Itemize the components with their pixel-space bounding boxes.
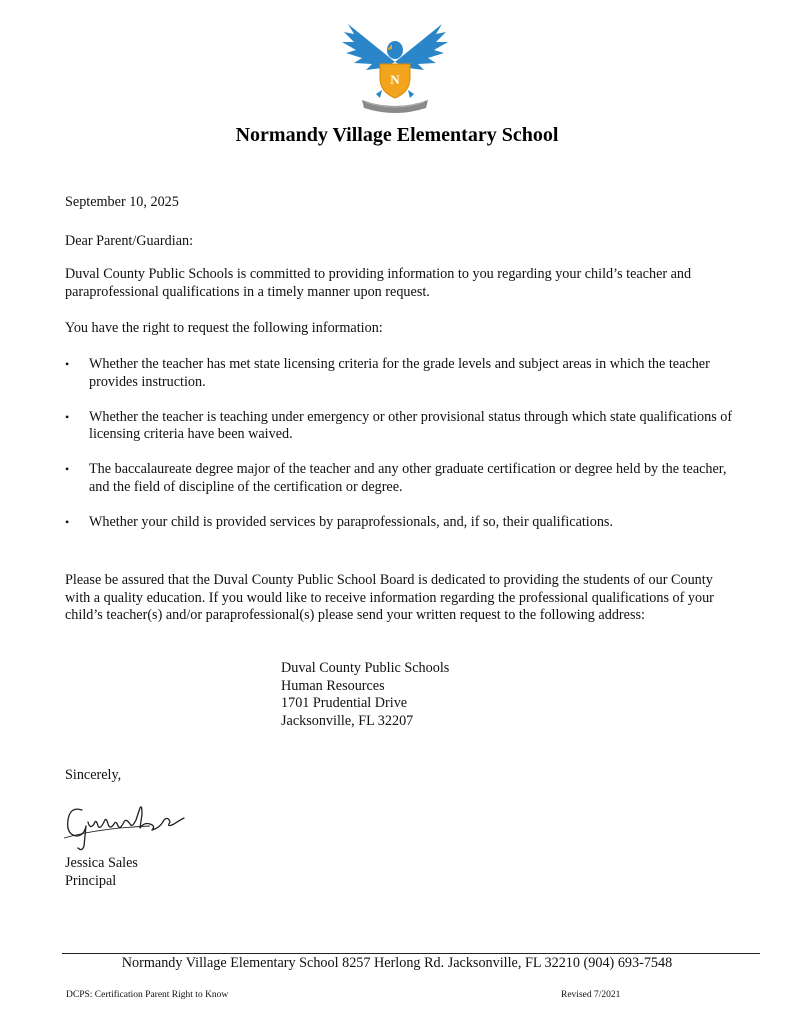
list-item: • Whether the teacher has met state licensing criteria for the grade levels and subject areas in which the teacher provides instruction. xyxy=(65,356,710,390)
footer-divider xyxy=(62,953,760,954)
rights-list xyxy=(65,356,735,549)
bullet-icon: • xyxy=(65,514,70,529)
mailing-address xyxy=(281,660,449,730)
handwritten-signature xyxy=(60,798,190,853)
eagle-shield-logo xyxy=(340,20,450,115)
signer-block xyxy=(65,855,138,890)
list-item: • The baccalaureate degree major of the teacher and any other graduate certification or degree held by the teacher, and the field of discipline of the certification or degree. xyxy=(65,461,727,495)
list-item: • Whether the teacher is teaching under emergency or other provisional status through which state qualifications of licensing criteria have been waived. xyxy=(65,408,733,442)
bullet-icon: • xyxy=(65,357,70,371)
salutation: Dear Parent/Guardian: xyxy=(65,233,194,249)
rights-intro: You have the right to request the following information: xyxy=(65,320,383,336)
address-line: Jacksonville, FL 32207 xyxy=(281,712,414,729)
bullet-icon: • xyxy=(65,409,70,424)
signer-title: Principal xyxy=(65,872,117,889)
form-name: DCPS: Certification Parent Right to Know xyxy=(66,990,229,1000)
list-item: • Whether your child is provided services by paraprofessionals, and, if so, their qualifications. xyxy=(65,513,614,530)
address-line: Human Resources xyxy=(281,677,385,694)
revision-date: Revised 7/2021 xyxy=(561,990,621,1000)
logo-letter: N xyxy=(390,72,400,87)
letter-date: September 10, 2025 xyxy=(65,194,179,210)
assurance-paragraph: Please be assured that the Duval County Public School Board is dedicated to providing the students of our County with a quality education. If you would like to receive information regarding the professional qualifications of your child’s teacher(s) and/or paraprofessional(s) please send your written request to the following address: xyxy=(65,572,714,623)
signer-name: Jessica Sales xyxy=(65,855,138,871)
closing: Sincerely, xyxy=(65,767,122,783)
address-line: 1701 Prudential Drive xyxy=(281,695,408,711)
intro-paragraph: Duval County Public Schools is committed to providing information to you regarding your child’s teacher and paraprofessional qualifications in a timely manner upon request. xyxy=(65,266,692,300)
school-name-heading: Normandy Village Elementary School xyxy=(235,124,559,146)
address-line: Duval County Public Schools xyxy=(281,660,450,676)
bullet-icon: • xyxy=(65,462,70,476)
footer-school-address: Normandy Village Elementary School 8257 Herlong Rd. Jacksonville, FL 32210 (904) 693-7548 xyxy=(121,955,673,971)
